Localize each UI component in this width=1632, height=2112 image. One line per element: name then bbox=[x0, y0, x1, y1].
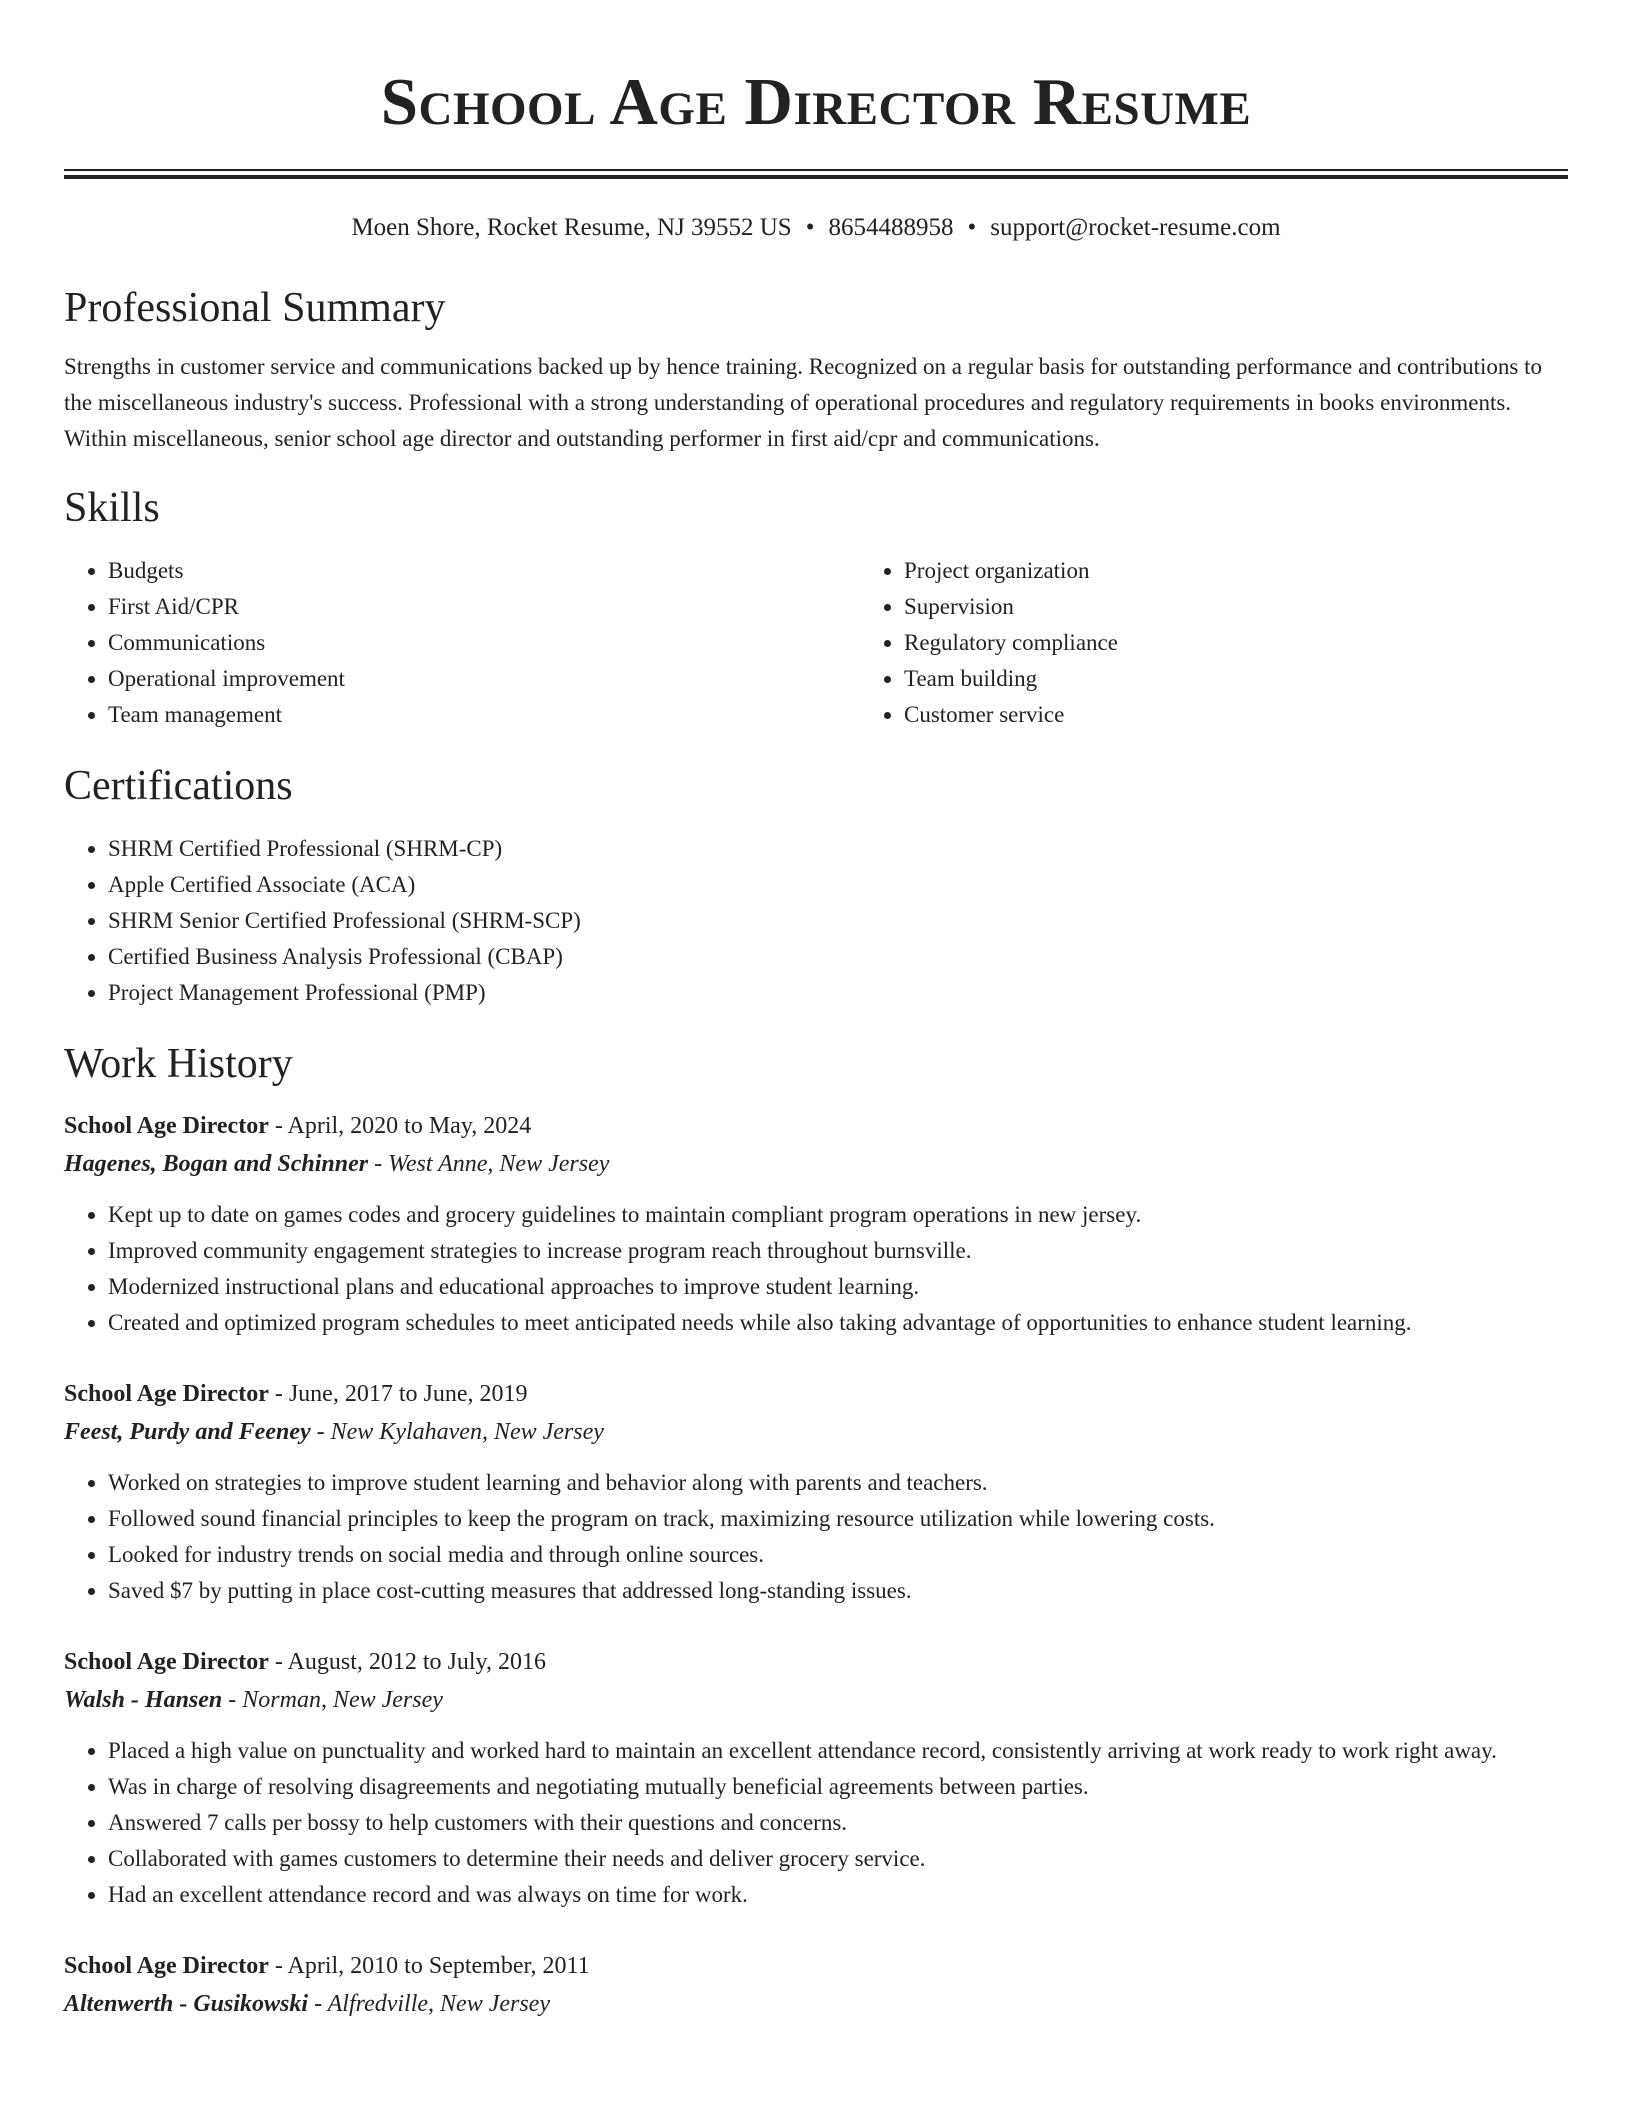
job-bullet: • Followed sound financial principles to keep the program on track, maximizing resource utilization while lowering costs. bbox=[108, 1501, 1568, 1537]
job-bullets bbox=[64, 1733, 1568, 1913]
job-title: School Age Director bbox=[64, 1953, 269, 1979]
job-bullet: • Worked on strategies to improve student learning and behavior along with parents and teachers. bbox=[108, 1465, 1568, 1501]
job-company: Hagenes, Bogan and Schinner bbox=[64, 1151, 369, 1177]
job-dates: April, 2020 to May, 2024 bbox=[287, 1113, 532, 1139]
certification-item: • SHRM Senior Certified Professional (SHRM-SCP) bbox=[108, 903, 1568, 939]
title-double-rule bbox=[64, 169, 1568, 179]
job-company-line: Altenwerth - Gusikowski - Alfredville, New Jersey bbox=[64, 1991, 550, 2017]
contact-phone: 8654488958 bbox=[828, 214, 954, 241]
certification-item: • SHRM Certified Professional (SHRM-CP) bbox=[108, 831, 1568, 867]
job-location: Norman, New Jersey bbox=[242, 1687, 443, 1713]
job-bullet: • Had an excellent attendance record and was always on time for work. bbox=[108, 1877, 1568, 1913]
certifications-heading: Certifications bbox=[64, 763, 293, 809]
job-title-line: School Age Director - April, 2010 to September, 2011 bbox=[64, 1953, 590, 1979]
job-title: School Age Director bbox=[64, 1381, 269, 1407]
skill-item: • Customer service bbox=[904, 697, 1632, 733]
contact-address: Moen Shore, Rocket Resume, NJ 39552 US bbox=[351, 214, 792, 241]
job-location: West Anne, New Jersey bbox=[388, 1151, 610, 1177]
skill-item: • Regulatory compliance bbox=[904, 625, 1632, 661]
job-bullet: • Placed a high value on punctuality and worked hard to maintain an excellent attendance record, consistently arriving at work ready to work right away. bbox=[108, 1733, 1568, 1769]
certification-item: • Project Management Professional (PMP) bbox=[108, 975, 1568, 1011]
skill-item: • Team building bbox=[904, 661, 1632, 697]
job-dates: August, 2012 to July, 2016 bbox=[287, 1649, 546, 1675]
job-company: Altenwerth - Gusikowski bbox=[64, 1991, 309, 2017]
job-company-line: Walsh - Hansen - Norman, New Jersey bbox=[64, 1687, 443, 1713]
skill-item: • Communications bbox=[108, 625, 860, 661]
skills-list bbox=[64, 553, 1568, 733]
job-dates: June, 2017 to June, 2019 bbox=[288, 1381, 528, 1407]
skills-column-left bbox=[64, 553, 860, 733]
skills-heading: Skills bbox=[64, 485, 160, 531]
job-company: Feest, Purdy and Feeney bbox=[64, 1419, 311, 1445]
job-bullet: • Created and optimized program schedules to meet anticipated needs while also taking advantage of opportunities to enhance student learning. bbox=[108, 1305, 1568, 1341]
contact-separator: • bbox=[805, 214, 815, 241]
job-bullet: • Saved $7 by putting in place cost-cutting measures that addressed long-standing issues. bbox=[108, 1573, 1568, 1609]
summary-heading: Professional Summary bbox=[64, 285, 446, 331]
job-title-line: School Age Director - August, 2012 to July, 2016 bbox=[64, 1649, 546, 1675]
skills-column-right bbox=[860, 553, 1632, 733]
job-bullet: • Modernized instructional plans and educational approaches to improve student learning. bbox=[108, 1269, 1568, 1305]
job-bullet: • Answered 7 calls per bossy to help customers with their questions and concerns. bbox=[108, 1805, 1568, 1841]
work-history-heading: Work History bbox=[64, 1041, 293, 1087]
skill-item: • Supervision bbox=[904, 589, 1632, 625]
job-location: Alfredville, New Jersey bbox=[327, 1991, 550, 2017]
job-title: School Age Director bbox=[64, 1113, 269, 1139]
contact-email: support@rocket-resume.com bbox=[990, 214, 1281, 241]
skill-item: • First Aid/CPR bbox=[108, 589, 860, 625]
job-bullet: • Collaborated with games customers to determine their needs and deliver grocery service. bbox=[108, 1841, 1568, 1877]
job-entry bbox=[64, 1375, 1568, 1609]
job-dates: April, 2010 to September, 2011 bbox=[287, 1953, 590, 1979]
skill-item: • Project organization bbox=[904, 553, 1632, 589]
job-entry bbox=[64, 1107, 1568, 1341]
skill-item: • Operational improvement bbox=[108, 661, 860, 697]
job-bullets bbox=[64, 1465, 1568, 1609]
job-location: New Kylahaven, New Jersey bbox=[330, 1419, 604, 1445]
job-bullet: • Improved community engagement strategies to increase program reach throughout burnsville. bbox=[108, 1233, 1568, 1269]
page-title: School Age Director Resume bbox=[380, 65, 1252, 139]
job-entry bbox=[64, 1947, 1568, 2023]
skill-item: • Budgets bbox=[108, 553, 860, 589]
contact-line bbox=[64, 211, 1568, 245]
certification-item: • Certified Business Analysis Professional (CBAP) bbox=[108, 939, 1568, 975]
job-bullet: • Kept up to date on games codes and grocery guidelines to maintain compliant program operations in new jersey. bbox=[108, 1197, 1568, 1233]
job-company: Walsh - Hansen bbox=[64, 1687, 223, 1713]
job-bullet: • Was in charge of resolving disagreements and negotiating mutually beneficial agreements between parties. bbox=[108, 1769, 1568, 1805]
summary-text: Strengths in customer service and communications backed up by hence training. Recognized on a regular basis for outstanding performance and contributions to the miscellaneous industry's success. Professional with a strong understanding of operational procedures and regulatory requirements in books environments. Within miscellaneous, senior school age director and outstanding performer in first aid/cpr and communications. bbox=[64, 354, 1542, 451]
job-company-line: Feest, Purdy and Feeney - New Kylahaven, New Jersey bbox=[64, 1419, 604, 1445]
certification-item: • Apple Certified Associate (ACA) bbox=[108, 867, 1568, 903]
job-title: School Age Director bbox=[64, 1649, 269, 1675]
certifications-list bbox=[64, 831, 1568, 1011]
job-title-line: School Age Director - June, 2017 to June, 2019 bbox=[64, 1381, 528, 1407]
job-company-line: Hagenes, Bogan and Schinner - West Anne, New Jersey bbox=[64, 1151, 610, 1177]
job-title-line: School Age Director - April, 2020 to May, 2024 bbox=[64, 1113, 532, 1139]
contact-separator: • bbox=[967, 214, 977, 241]
skill-item: • Team management bbox=[108, 697, 860, 733]
job-entry bbox=[64, 1643, 1568, 1913]
job-bullets bbox=[64, 1197, 1568, 1341]
job-bullet: • Looked for industry trends on social media and through online sources. bbox=[108, 1537, 1568, 1573]
